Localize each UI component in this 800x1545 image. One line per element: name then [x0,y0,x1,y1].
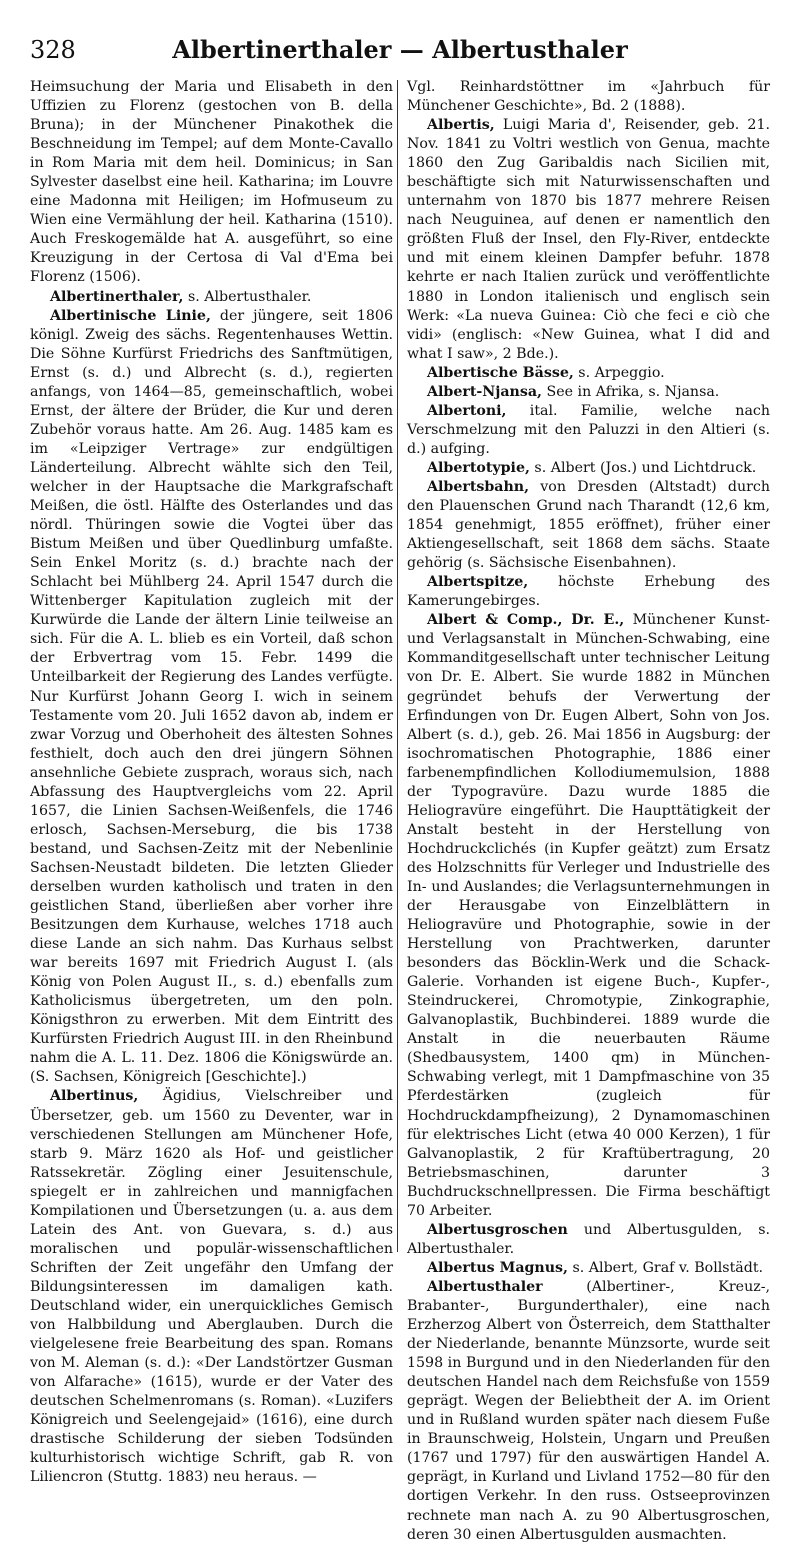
entry-headword: Albertische Bässe, [427,364,574,381]
entry-body-text: (Albertiner-, Kreuz-, Brabanter-, Burgunderthaler), eine nach Erzherzog Albert von Österreich, dem Statthalter der Niederlande, benannte Münzsorte, wurde seit 1598 in Burgund und in den Niederlanden für den deutschen Handel nach dem Reichsfuße von 1559 geprägt. Wegen der Beliebtheit der A. im Orient und in Rußland wurden später nach diesem Fuße in Braunschweig, Holstein, Ungarn und Preußen (1767 und 1797) für den auswärtigen Handel A. geprägt, in Kurland und Livland 1752—80 für den dortigen Verkehr. In den russ. Ostseeprovinzen rechnete man nach A. zu 90 Albertusgroschen, deren 30 einen Albertusgulden ausmachten. [407,1278,770,1543]
dictionary-entry [407,383,770,402]
dictionary-entry [407,478,770,573]
dictionary-entry [407,573,770,611]
page-header [30,30,770,70]
entry-headword: Albertoni, [427,402,507,419]
dictionary-entry [407,402,770,459]
entry-headword: Albertusthaler [427,1278,543,1295]
dictionary-entry [407,611,770,1221]
dictionary-entry [407,1259,770,1278]
entry-headword: Albertusgroschen [427,1221,568,1238]
dictionary-entry [407,1221,770,1259]
dictionary-entry [407,364,770,383]
entry-body-text: von Dresden (Altstadt) durch den Plauenschen Grund nach Tharandt (12,6 km, 1854 genehmigt, 1855 eröffnet), früher einer Aktiengesellschaft, seit 1868 dem sächs. Staate gehörig (s. Sächsische Eisenbahnen). [407,478,770,572]
entry-headword: Albertspitze, [427,574,529,591]
entry-body-text: Ägidius, Vielschreiber und Übersetzer, geb. um 1560 zu Deventer, war in verschiedenen Stellungen am Münchener Hofe, starb 9. März 1620 als Hof- und geistlicher Ratssekretär. Zögling einer Jesuitenschule, spiegelt er in zahlreichen und mannigfachen Kompilationen und Übersetzungen (u. a. aus dem Latein des Ant. von Guevara, s. d.) aus moralischen und populär-wissenschaftlichen Schriften der Zeit ungefähr den Umfang der Bildungsinteressen im damaligen kath. Deutschland wider, ein unerquickliches Gemisch von Halbbildung und Aberglauben. Durch die vielgelesene freie Bearbeitung des span. Romans von M. Aleman (s. d.): «Der Landstörtzer Gusman von Alfarache» (1615), wurde er der Vater des deutschen Schelmenromans (s. Roman). «Luzifers Königreich und Seelengejaid» (1616), eine durch drastische Schilderung der sieben Todsünden kulturhistorisch wichtige Schrift, gab R. von Liliencron (Stuttg. 1883) neu heraus. — [30,1088,393,1486]
entry-body-text: Münchener Kunst- und Verlagsanstalt in München-Schwabing, eine Kommanditgesellschaft unter technischer Leitung von Dr. E. Albert. Sie wurde 1882 in München gegründet behufs der Verwertung der Erfindungen von Dr. Eugen Albert, Sohn von Jos. Albert (s. d.), geb. 26. Mai 1856 in Augsburg: der isochromatischen Photographie, 1886 einer farbenempfindlichen Kollodiumemulsion, 1888 der Typogravüre. Dazu wurde 1885 die Heliogravüre eingeführt. Die Haupttätigkeit der Anstalt besteht in der Herstellung von Hochdruckclichés (in Kupfer geätzt) zum Ersatz des Holzschnitts für Verleger und Industrielle des In- und Auslandes; die Verlagsunternehmungen in der Herausgabe von Einzelblättern in Heliogravüre und Photographie, sowie in der Herstellung von Prachtwerken, darunter besonders das Böcklin-Werk und die Schack-Galerie. Vorhanden ist eigene Buch-, Kupfer-, Steindruckerei, Chromotypie, Zinkographie, Galvanoplastik, Buchbinderei. 1889 wurde die Anstalt in die neuerbauten Räume (Shedbausystem, 1400 qm) in München-Schwabing verlegt, mit 1 Dampfmaschine von 35 Pferdestärken (zugleich für Hochdruckdampfheizung), 2 Dynamomaschinen für elektrisches Licht (etwa 40 000 Kerzen), 1 für Galvanoplastik, 2 für Kraftübertragung, 20 Betriebsmaschinen, darunter 3 Buchdruckschnellpressen. Die Firma beschäftigt 70 Arbeiter. [407,612,770,1219]
entry-body-text: s. Albertusthaler. [183,288,312,305]
entry-body-text: ital. Familie, welche nach Verschmelzung mit den Paluzzi in den Altieri (s. d.) aufging. [407,402,770,457]
running-head: Albertinerthaler — Albertusthaler [172,35,628,64]
entry-body-text: See in Afrika, s. Njansa. [542,383,720,400]
right-text-column [407,78,770,1543]
entry-headword: Albertotypie, [427,459,530,476]
entry-headword: Albert & Comp., Dr. E., [427,612,625,629]
entry-headword: Albertsbahn, [427,478,530,495]
continued-text [30,78,393,288]
entry-body-text: Heimsuchung der Maria und Elisabeth in den Uffizien zu Florenz (gestochen von B. della Bruna); in der Münchener Pinakothek die Beschneidung im Tempel; auf dem Monte-Cavallo in Rom Maria mit dem heil. Dominicus; in San Sylvester daselbst eine heil. Katharina; im Louvre eine Madonna mit Heiligen; im Hofmuseum zu Wien eine Vermählung der heil. Katharina (1510). Auch Freskogemälde hat A. ausgeführt, so eine Kreuzigung in der Certosa di Val d'Ema bei Florenz (1506). [30,79,393,286]
entry-headword: Albertinus, [50,1088,139,1105]
entry-body-text: s. Albert (Jos.) und Lichtdruck. [529,459,757,476]
entry-body-text: Vgl. Reinhardstöttner im «Jahrbuch für Münchener Geschichte», Bd. 2 (1888). [407,79,770,115]
entry-body-text: höchste Erhebung des Kamerungebirges. [407,574,770,610]
dictionary-entry [407,1278,770,1545]
continued-text [407,78,770,116]
dictionary-entry [407,116,770,364]
entry-headword: Albertinische Linie, [50,307,211,324]
dictionary-entry [407,459,770,478]
page-number: 328 [30,36,76,64]
column-divider [397,80,398,1252]
dictionary-entry [30,1087,393,1487]
dictionary-entry [30,307,393,1088]
dictionary-entry [30,288,393,307]
entry-headword: Albertus Magnus, [427,1259,568,1276]
entry-body-text: s. Arpeggio. [573,364,665,381]
entry-headword: Albertinerthaler, [50,288,184,305]
left-text-column [30,78,393,1486]
entry-body-text: s. Albert, Graf v. Bollstädt. [568,1259,764,1276]
entry-body-text: der jüngere, seit 1806 königl. Zweig des sächs. Regentenhauses Wettin. Die Söhne Kurfürst Friedrichs des Sanftmütigen, Ernst (s. d.) und Albrecht (s. d.), regierten anfangs, von 1464—85, gemeinschaftlich, wobei Ernst, der ältere der Brüder, die Kur und deren Zubehör voraus hatte. Am 26. Aug. 1485 kam es im «Leipziger Vertrage» zur endgültigen Länderteilung. Albrecht wählte sich den Teil, welcher in der Hauptsache die Markgrafschaft Meißen, die östl. Hälfte des Osterlandes und das nördl. Thüringen sowie die Vogtei über das Bistum Meißen und über Quedlinburg umfaßte. Sein Enkel Moritz (s. d.) brachte nach der Schlacht bei Mühlberg 24. April 1547 durch die Wittenberger Kapitulation zugleich mit der Kurwürde die Lande der ältern Linie teilweise an sich. Für die A. L. blieb es ein Vorteil, daß schon der Erbvertrag vom 15. Febr. 1499 die Unteilbarkeit der Regierung des Landes verfügte. Nur Kurfürst Johann Georg I. wich in seinem Testamente vom 20. Juli 1652 davon ab, indem er zwar Vorzug und Oberhoheit des ältesten Sohnes festhielt, doch auch den drei jüngern Söhnen ansehnliche Gebiete zusprach, woraus sich, nach Abfassung des Hauptvergleichs vom 22. April 1657, die Linien Sachsen-Weißenfels, die 1746 erlosch, Sachsen-Merseburg, die bis 1738 bestand, und Sachsen-Zeitz mit der Nebenlinie Sachsen-Neustadt bildeten. Die letzten Glieder derselben wurden katholisch und traten in den geistlichen Stand, überließen aber vorher ihre Besitzungen dem Kurhause, welches 1718 auch diese Lande an sich nahm. Das Kurhaus selbst war bereits 1697 mit Friedrich August I. (als König von Polen August II., s. d.) ebenfalls zum Katholicismus übergetreten, um den poln. Königsthron zu erwerben. Mit dem Eintritt des Kurfürsten Friedrich August III. in den Rheinbund nahm die A. L. 11. Dez. 1806 die Königswürde an. (S. Sachsen, Königreich [Geschichte].) [30,307,393,1086]
entry-headword: Albert-Njansa, [427,383,542,400]
entry-headword: Albertis, [427,117,495,134]
entry-body-text: Luigi Maria d', Reisender, geb. 21. Nov. 1841 zu Voltri westlich von Genua, machte 1860 den Zug Garibaldis nach Sicilien mit, beschäftigte sich mit Naturwissenschaften und unternahm von 1870 bis 1877 mehrere Reisen nach Neuguinea, auf denen er namentlich den größten Fluß der Insel, den Fly-River, entdeckte und mit einem kleinen Dampfer befuhr. 1878 kehrte er nach Italien zurück und veröffentlichte 1880 in London italienisch und englisch sein Werk: «La nueva Guinea: Ciò che feci e ciò che vidi» (englisch: «New Guinea, what I did and what I saw», 2 Bde.). [407,117,770,362]
entry-body-text: und Albertusgulden, s. Albertusthaler. [407,1221,770,1257]
